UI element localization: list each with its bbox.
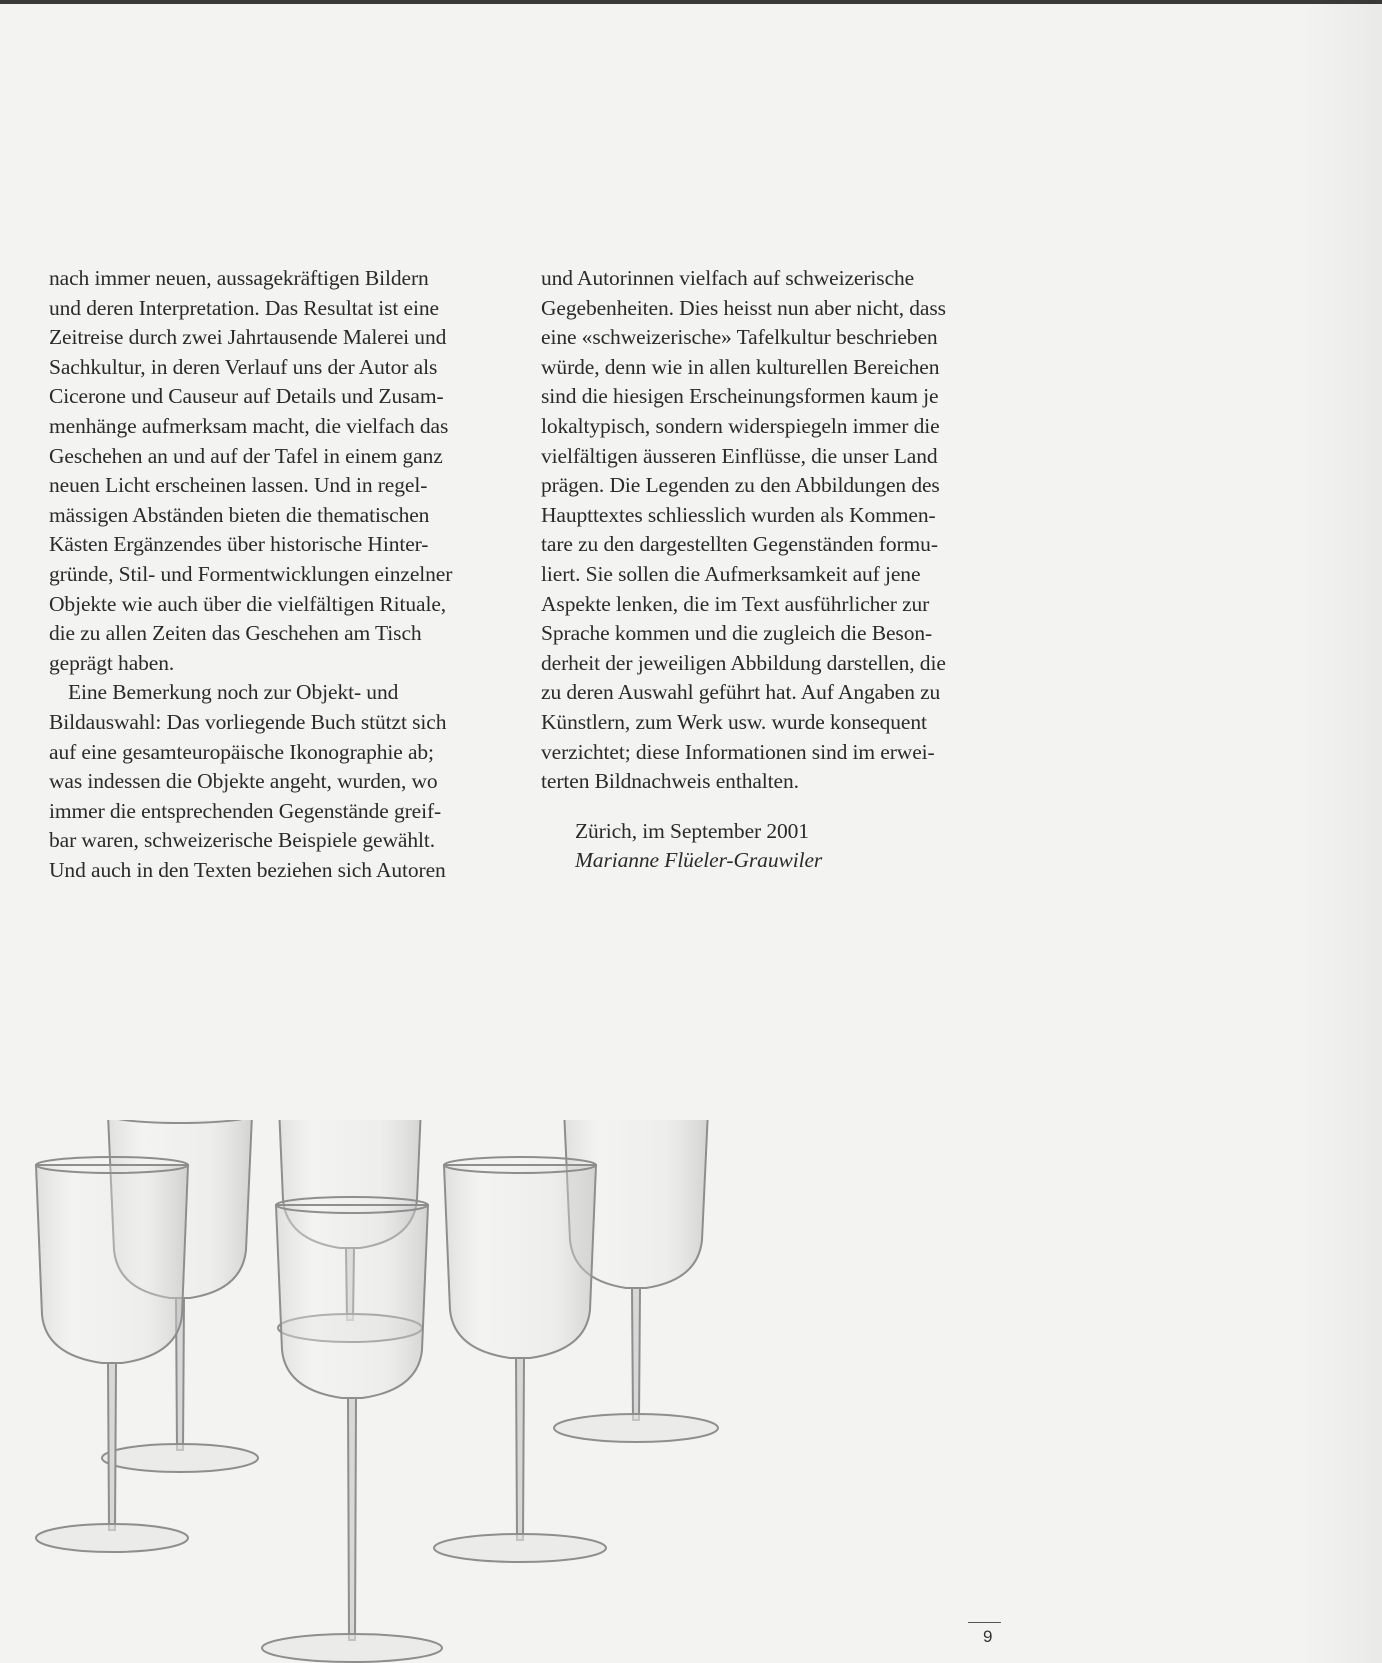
text-line: vielfältigen äusseren Einflüsse, die unser Land: [541, 443, 938, 468]
text-line: Kästen Ergänzendes über historische Hinter-: [49, 532, 429, 557]
text-line: und Autorinnen vielfach auf schweizerische: [541, 266, 915, 290]
wine-glass: [262, 1197, 442, 1662]
text-line: lokaltypisch, sondern widerspiegeln immer die: [541, 413, 940, 438]
text-line: prägen. Die Legenden zu den Abbildungen des: [541, 473, 940, 498]
text-line: Künstlern, zum Werk usw. wurde konsequent: [541, 709, 927, 734]
text-line: tare zu den dargestellten Gegenständen formu-: [541, 532, 938, 557]
text-line: Haupttextes schliesslich wurden als Kommen-: [541, 502, 936, 527]
text-line: liert. Sie sollen die Aufmerksamkeit auf jene: [541, 561, 921, 586]
text-line: eine «schweizerische» Tafelkultur beschrieben: [541, 325, 938, 350]
text-line: Objekte wie auch über die vielfältigen Rituale,: [49, 591, 447, 616]
text-line: Geschehen an und auf der Tafel in einem ganz: [49, 443, 443, 468]
text-line: Sachkultur, in deren Verlauf uns der Autor als: [49, 354, 438, 379]
text-line: Bildauswahl: Das vorliegende Buch stützt sich: [49, 709, 447, 734]
text-line: was indessen die Objekte angeht, wurden, wo: [49, 769, 438, 794]
text-line: und deren Interpretation. Das Resultat ist eine: [49, 295, 439, 320]
text-line: Aspekte lenken, die im Text ausführlicher zur: [541, 591, 930, 616]
text-line: terten Bildnachweis enthalten.: [541, 769, 799, 794]
text-line: immer die entsprechenden Gegenstände greif-: [49, 798, 442, 823]
signature-block: [541, 817, 1019, 876]
text-line: nach immer neuen, aussagekräftigen Bildern: [49, 266, 429, 290]
right-text-column: [541, 264, 1019, 876]
text-line: menhänge aufmerksam macht, die vielfach das: [49, 413, 449, 438]
signature-author: Marianne Flüeler-Grauwiler: [575, 848, 823, 873]
text-line: derheit der jeweiligen Abbildung darstellen, die: [541, 650, 946, 675]
wine-glass: [434, 1157, 606, 1562]
text-line: gründe, Stil- und Formentwicklungen einzelner: [49, 561, 453, 586]
text-line: auf eine gesamteuropäische Ikonographie ab;: [49, 739, 434, 764]
wine-glasses-photo: [0, 1120, 800, 1663]
wine-glass: [36, 1157, 188, 1552]
text-line: zu deren Auswahl geführt hat. Auf Angaben zu: [541, 680, 941, 705]
text-line-paragraph-start: Eine Bemerkung noch zur Objekt- und: [68, 680, 399, 705]
text-line: Und auch in den Texten beziehen sich Autoren: [49, 857, 446, 882]
text-line: mässigen Abständen bieten die thematischen: [49, 502, 430, 527]
signature-place-date: Zürich, im September 2001: [575, 818, 809, 843]
text-line: Zeitreise durch zwei Jahrtausende Malerei und: [49, 325, 447, 350]
text-line: geprägt haben.: [49, 650, 175, 675]
text-line: Sprache kommen und die zugleich die Beson-: [541, 621, 933, 646]
page-top-edge: [0, 0, 1382, 4]
text-line: Gegebenheiten. Dies heisst nun aber nicht, dass: [541, 295, 946, 320]
text-line: Cicerone und Causeur auf Details und Zusam-: [49, 384, 444, 409]
page-gutter-shade: [1302, 0, 1382, 1663]
page-number: 9: [983, 1627, 993, 1646]
page-number-rule: [968, 1622, 1001, 1623]
text-line: neuen Licht erscheinen lassen. Und in regel-: [49, 473, 428, 498]
text-line: bar waren, schweizerische Beispiele gewählt.: [49, 828, 436, 853]
text-line: würde, denn wie in allen kulturellen Bereichen: [541, 354, 940, 379]
left-text-column: [49, 264, 519, 885]
text-line: verzichtet; diese Informationen sind im erwei-: [541, 739, 935, 764]
text-line: die zu allen Zeiten das Geschehen am Tisch: [49, 621, 422, 646]
text-line: sind die hiesigen Erscheinungsformen kaum je: [541, 384, 939, 409]
